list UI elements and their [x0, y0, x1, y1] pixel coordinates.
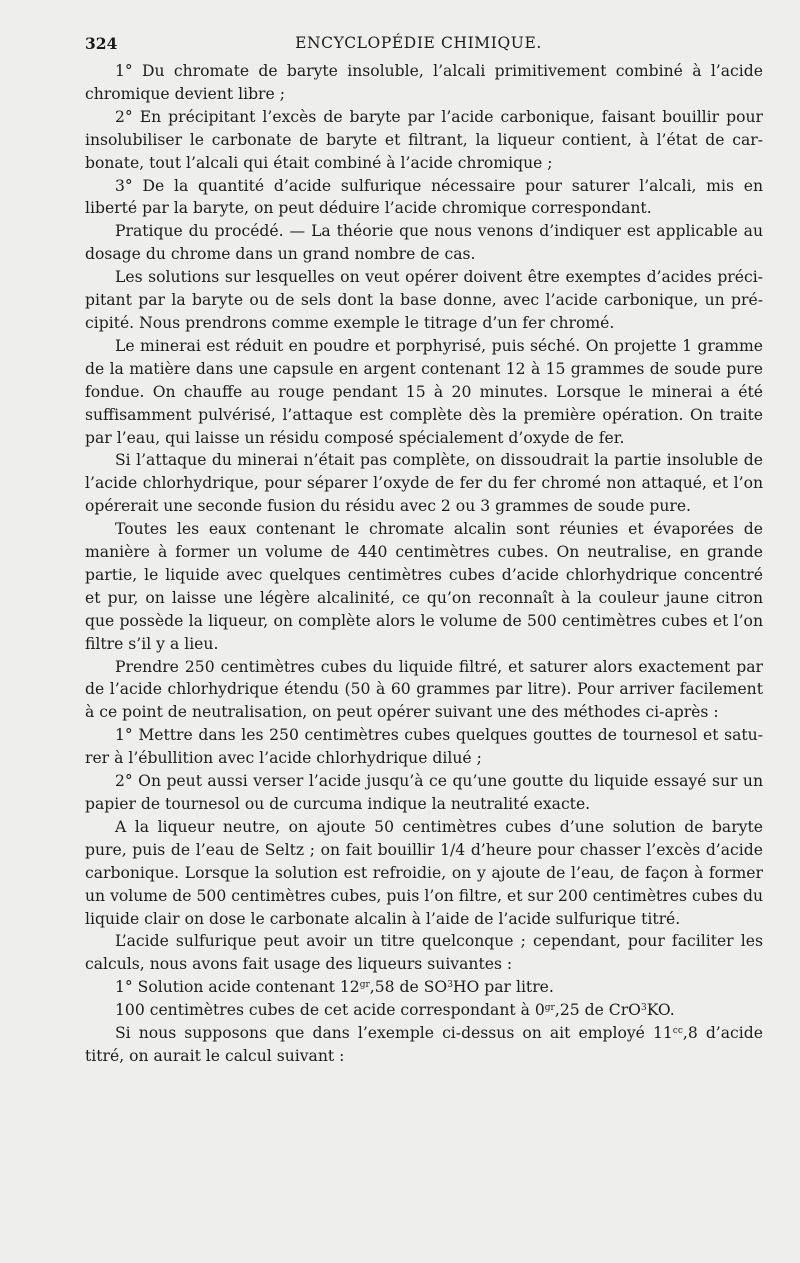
paragraph-8: Toutes les eaux contenant le chromate alcalin sont réunies et évaporées de manière à former un volume de 440 centimètres cubes. On neutralise, en grande partie, le liquide avec quelques centimètres cubes d’acide chlorhydrique concentré et pur, on laisse une légère alcalinité, ce qu’on reconnaît à la couleur jaune citron que possède la liqueur, on complète alors le volume de 500 centimètres cubes et l’on filtre s’il y a lieu.: [85, 520, 763, 653]
formula-line-1: 1° Solution acide contenant $12^{gr},58$ de $SO^3HO$ par litre.: [115, 978, 554, 997]
paragraph-4: Pratique du procédé. — La théorie que nous venons d’indiquer est applicable au dosage du chrome dans un grand nombre de cas.: [85, 222, 763, 264]
paragraph-7: Si l’attaque du minerai n’était pas complète, on dissoudrait la partie insoluble de l’acide chlorhydrique, pour séparer l’oxyde de fer du fer chromé non attaqué, et l’on opérerait une seconde fusion du résidu avec 2 ou 3 grammes de soude pure.: [85, 451, 763, 516]
running-title: ENCYCLOPÉDIE CHIMIQUE.: [295, 34, 542, 52]
paragraph-1: 1° Du chromate de baryte insoluble, l’alcali primitivement combiné à l’acide chromique devient libre ;: [85, 62, 763, 103]
paragraph-5: Les solutions sur lesquelles on veut opérer doivent être exemptes d’acides précipitant par la baryte ou de sels dont la base donne, avec l’acide carbonique, un précipité. Nous prendrons comme exemple le titrage d’un fer chromé.: [85, 268, 763, 332]
paragraph-11: 2° On peut aussi verser l’acide jusqu’à ce qu’une goutte du liquide essayé sur un papier de tournesol ou de curcuma indique la neutralité exacte.: [85, 772, 763, 813]
paragraph-2: 2° En précipitant l’excès de baryte par l’acide carbonique, faisant bouillir pour insolubiliser le carbonate de baryte et filtrant, la liqueur contient, à l’état de carbonate, tout l’alcali qui était combiné à l’acide chromique ;: [85, 107, 763, 172]
paragraph-12: A la liqueur neutre, on ajoute 50 centimètres cubes d’une solution de baryte pure, puis de l’eau de Seltz ; on fait bouillir 1/4 d’heure pour chasser l’excès d’acide carbonique. Lorsque la solution est refroidie, on y ajoute de l’eau, de façon à former un volume de 500 centimètres cubes, puis l’on filtre, et sur 200 centimètres cubes du liquide clair on dose le carbonate alcalin à l’aide de l’acide sulfurique titré.: [85, 817, 763, 928]
paragraph-13: L’acide sulfurique peut avoir un titre quelconque ; cependant, pour faciliter les calculs, nous avons fait usage des liqueurs suivantes :: [85, 932, 763, 974]
paragraph-6: Le minerai est réduit en poudre et porphyrisé, puis séché. On projette 1 gramme de la matière dans une capsule en argent contenant 12 à 15 grammes de soude pure fondue. On chauffe au rouge pendant 15 à 20 minutes. Lorsque le minerai a été suffisamment pulvérisé, l’attaque est complète dès la première opération. On traite par l’eau, qui laisse un résidu composé spécialement d’oxyde de fer.: [85, 336, 763, 447]
paragraph-10: 1° Mettre dans les 250 centimètres cubes quelques gouttes de tournesol et saturer à l’ébullition avec l’acide chlorhydrique dilué ;: [85, 726, 763, 768]
paragraph-3: 3° De la quantité d’acide sulfurique nécessaire pour saturer l’alcali, mis en liberté par la baryte, on peut déduire l’acide chromique correspondant.: [85, 176, 763, 218]
page-header: [85, 34, 752, 58]
formula-line-3: Si nous supposons que dans l’exemple ci-dessus on ait employé $11^{cc},8$ d’acide titré, on aurait le calcul suivant :: [85, 1024, 763, 1065]
body-text: [85, 60, 763, 1068]
formula-line-2: 100 centimètres cubes de cet acide correspondant à $0^{gr},25$ de CrO$^3$KO.: [115, 1001, 675, 1020]
paragraph-9: Prendre 250 centimètres cubes du liquide filtré, et saturer alors exactement par de l’acide chlorhydrique étendu (50 à 60 grammes par litre). Pour arriver facilement à ce point de neutralisation, on peut opérer suivant une des méthodes ci-après :: [85, 657, 763, 722]
page-number: 324: [85, 34, 118, 53]
